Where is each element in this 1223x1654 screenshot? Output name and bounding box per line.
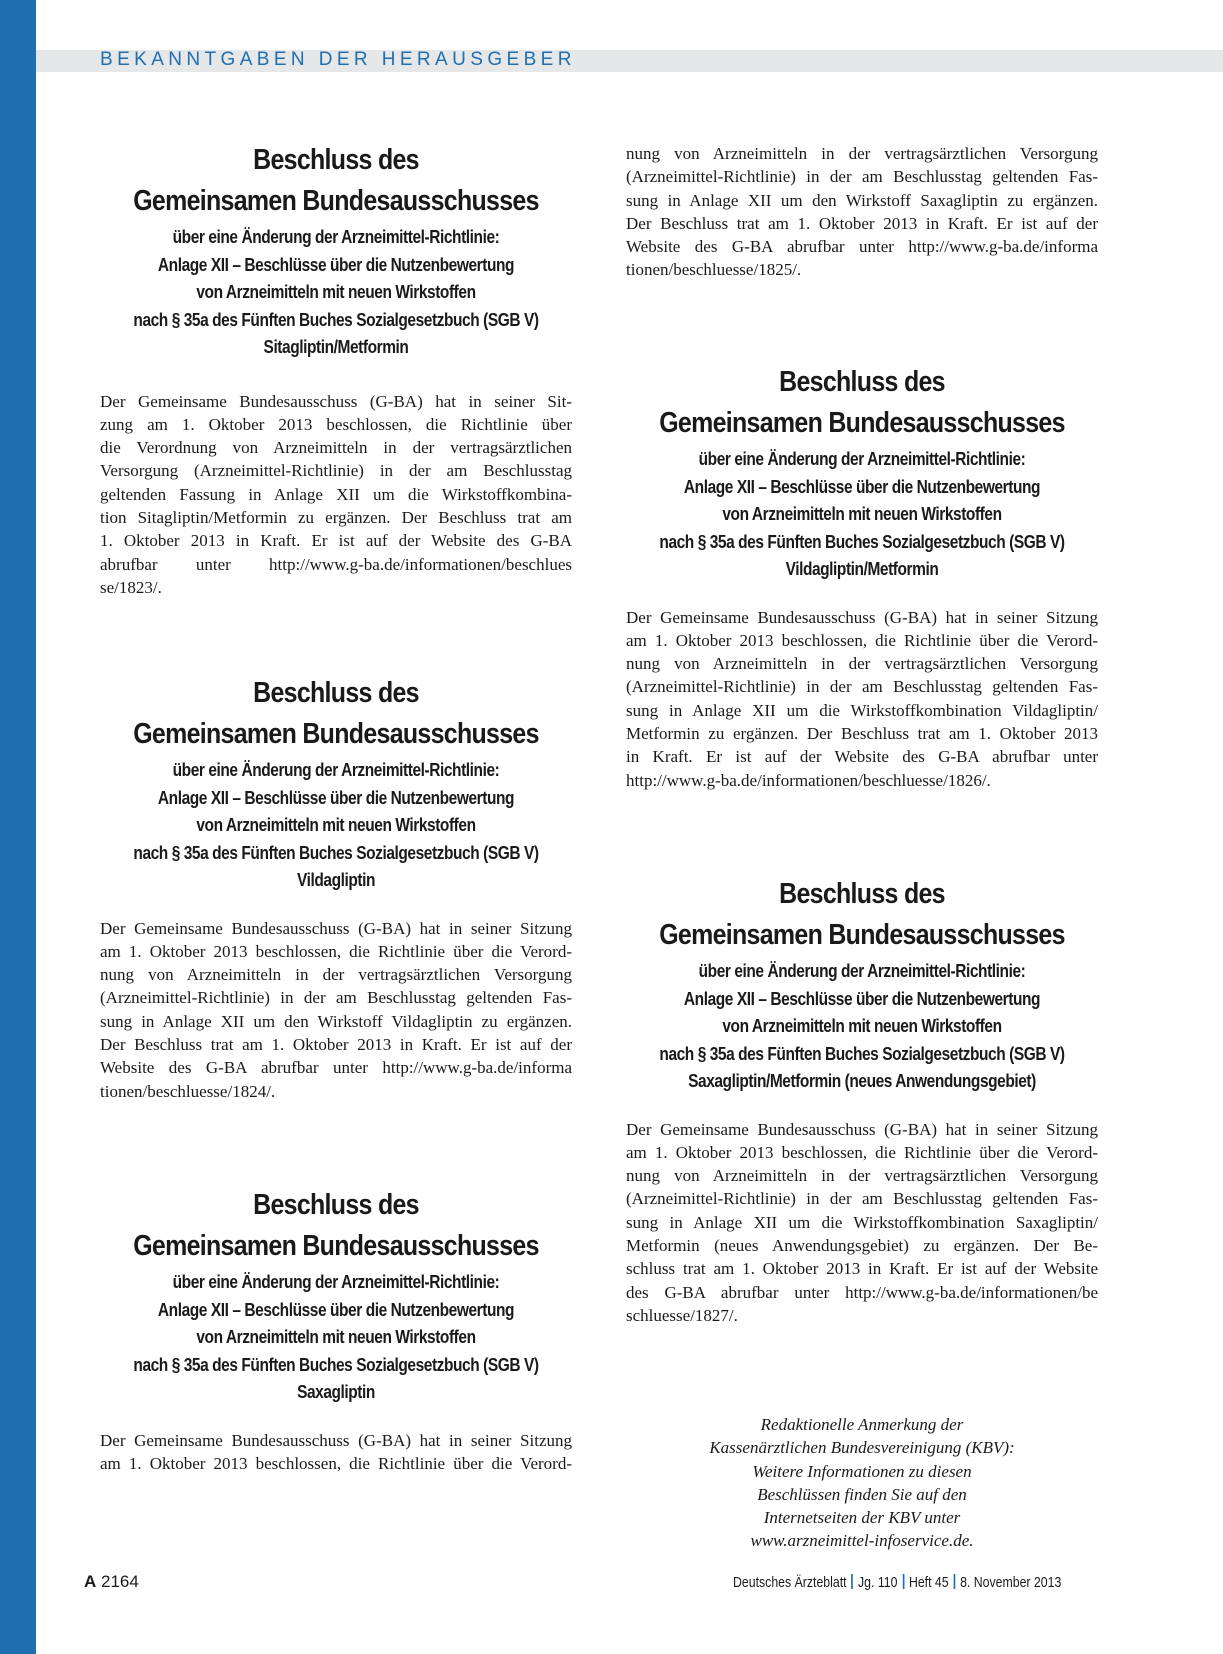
body-line: nung von Arzneimitteln in der vertragsärztlichen Versorgung bbox=[100, 965, 572, 985]
subtitle-line: nach § 35a des Fünften Buches Sozialgesetzbuch (SGB V) bbox=[133, 1354, 539, 1375]
title-line-1: Beschluss des bbox=[253, 677, 419, 709]
subtitle-line: Anlage XII – Beschlüsse über die Nutzenbewertung bbox=[157, 1299, 515, 1320]
subtitle-line: über eine Änderung der Arzneimittel-Richtlinie: bbox=[698, 449, 1026, 469]
resolution-saxagliptin-metformin bbox=[626, 874, 1098, 1327]
resolution-subtitle bbox=[133, 224, 539, 362]
subtitle-line: nach § 35a des Fünften Buches Sozialgesetzbuch (SGB V) bbox=[659, 531, 1065, 552]
body-line: sung in Anlage XII um den Wirkstoff Vildagliptin zu ergänzen. bbox=[100, 1011, 572, 1031]
separator bbox=[953, 1574, 955, 1589]
journal-name: Deutsches Ärzteblatt bbox=[732, 1574, 847, 1591]
resolution-title bbox=[659, 874, 1065, 956]
body-line: (Arzneimittel-Richtlinie) in der am Beschlusstag geltenden Fas- bbox=[626, 677, 1098, 697]
subtitle-line: von Arzneimitteln mit neuen Wirkstoffen bbox=[196, 815, 476, 835]
body-line: Der Gemeinsame Bundesausschuss (G-BA) hat in seiner Sitzung bbox=[100, 1430, 572, 1450]
body-line: Der Beschluss trat am 1. Oktober 2013 in Kraft. Er ist auf der bbox=[626, 213, 1098, 233]
body-line: nung von Arzneimitteln in der vertragsärztlichen Versorgung bbox=[626, 144, 1098, 163]
substance-name: Saxagliptin bbox=[297, 1382, 375, 1402]
resolution-subtitle bbox=[659, 958, 1065, 1096]
note-line: Kassenärztlichen Bundesvereinigung (KBV): bbox=[709, 1438, 1015, 1458]
body-line: sung in Anlage XII um die Wirkstoffkombination Vildagliptin/ bbox=[626, 700, 1098, 720]
body-line: sung in Anlage XII um den Wirkstoff Saxagliptin zu ergänzen. bbox=[626, 190, 1098, 210]
resolution-body bbox=[100, 1429, 572, 1476]
body-line: nung von Arzneimitteln in der vertragsärztlichen Versorgung bbox=[626, 1166, 1098, 1186]
body-line: (Arzneimittel-Richtlinie) in der am Beschlusstag geltenden Fas- bbox=[626, 1189, 1098, 1209]
resolution-title bbox=[659, 362, 1065, 444]
body-line: Der Gemeinsame Bundesausschuss (G-BA) hat in seiner Sit- bbox=[100, 391, 572, 411]
resolution-vildagliptin-metformin bbox=[626, 362, 1098, 792]
editorial-note bbox=[626, 1413, 1098, 1553]
separator bbox=[851, 1574, 853, 1589]
substance-name: Saxagliptin/Metformin (neues Anwendungsgebiet) bbox=[688, 1071, 1036, 1091]
journal-issue: Heft 45 bbox=[908, 1574, 949, 1591]
body-line: http://www.g-ba.de/informationen/beschluesse/1826/. bbox=[626, 770, 991, 790]
resolution-subtitle bbox=[133, 757, 539, 895]
body-line: tion Sitagliptin/Metformin zu ergänzen. Der Beschluss trat am bbox=[100, 507, 572, 527]
body-line: schluss trat am 1. Oktober 2013 in Kraft. Er ist auf der Website bbox=[626, 1259, 1098, 1279]
subtitle-line: von Arzneimitteln mit neuen Wirkstoffen bbox=[196, 282, 476, 302]
subtitle-line: von Arzneimitteln mit neuen Wirkstoffen bbox=[722, 1016, 1002, 1036]
journal-date: 8. November 2013 bbox=[959, 1574, 1061, 1591]
resolution-subtitle bbox=[659, 446, 1065, 584]
body-line: (Arzneimittel-Richtlinie) in der am Beschlusstag geltenden Fas- bbox=[626, 167, 1098, 187]
subtitle-line: über eine Änderung der Arzneimittel-Richtlinie: bbox=[172, 227, 500, 247]
body-line: die Verordnung von Arzneimitteln in der vertragsärztlichen bbox=[100, 438, 572, 458]
subtitle-line: über eine Änderung der Arzneimittel-Richtlinie: bbox=[172, 1272, 500, 1292]
resolution-body bbox=[626, 142, 1098, 282]
note-link[interactable]: www.arzneimittel-infoservice.de. bbox=[750, 1531, 974, 1551]
body-line: tionen/beschluesse/1824/. bbox=[100, 1081, 276, 1101]
subtitle-line: Anlage XII – Beschlüsse über die Nutzenbewertung bbox=[683, 988, 1041, 1009]
subtitle-line: Anlage XII – Beschlüsse über die Nutzenbewertung bbox=[157, 787, 515, 808]
body-line: se/1823/. bbox=[100, 577, 162, 597]
subtitle-line: von Arzneimitteln mit neuen Wirkstoffen bbox=[722, 504, 1002, 524]
resolution-body bbox=[100, 917, 572, 1103]
subtitle-line: nach § 35a des Fünften Buches Sozialgesetzbuch (SGB V) bbox=[133, 842, 539, 863]
body-line: Der Gemeinsame Bundesausschuss (G-BA) hat in seiner Sitzung bbox=[626, 607, 1098, 627]
body-line: am 1. Oktober 2013 beschlossen, die Richtlinie über die Verord- bbox=[100, 941, 572, 961]
body-line: nung von Arzneimitteln in der vertragsärztlichen Versorgung bbox=[626, 654, 1098, 674]
substance-name: Vildagliptin bbox=[297, 870, 375, 890]
title-line-2: Gemeinsamen Bundesausschusses bbox=[133, 185, 539, 217]
title-line-2: Gemeinsamen Bundesausschusses bbox=[659, 919, 1065, 951]
body-line: in Kraft. Er ist auf der Website des G-BA abrufbar unter bbox=[626, 747, 1098, 767]
section-label: BEKANNTGABEN DER HERAUSGEBER bbox=[100, 49, 576, 70]
subtitle-line: Anlage XII – Beschlüsse über die Nutzenbewertung bbox=[157, 254, 515, 275]
body-line: geltenden Fassung in Anlage XII um die Wirkstoffkombina- bbox=[100, 484, 572, 504]
body-line: am 1. Oktober 2013 beschlossen, die Richtlinie über die Verord- bbox=[626, 630, 1098, 650]
resolution-title bbox=[133, 140, 539, 222]
title-line-1: Beschluss des bbox=[253, 144, 419, 176]
body-line: (Arzneimittel-Richtlinie) in der am Beschlusstag geltenden Fas- bbox=[100, 988, 572, 1008]
subtitle-line: über eine Änderung der Arzneimittel-Richtlinie: bbox=[698, 961, 1026, 981]
body-line: Website des G-BA abrufbar unter http://www.g-ba.de/informa bbox=[626, 237, 1098, 257]
body-line: 1. Oktober 2013 in Kraft. Er ist auf der Website des G-BA bbox=[100, 531, 572, 551]
body-line: zung am 1. Oktober 2013 beschlossen, die Richtlinie über bbox=[100, 414, 572, 434]
subtitle-line: Anlage XII – Beschlüsse über die Nutzenbewertung bbox=[683, 476, 1041, 497]
subtitle-line: nach § 35a des Fünften Buches Sozialgesetzbuch (SGB V) bbox=[133, 309, 539, 330]
resolution-saxagliptin bbox=[100, 1185, 572, 1475]
journal-footer bbox=[733, 1573, 1061, 1593]
note-line: Beschlüssen finden Sie auf den bbox=[757, 1484, 967, 1504]
resolution-title bbox=[133, 673, 539, 755]
title-line-1: Beschluss des bbox=[253, 1189, 419, 1221]
body-line: Der Gemeinsame Bundesausschuss (G-BA) hat in seiner Sitzung bbox=[100, 918, 572, 938]
body-line: tionen/beschluesse/1825/. bbox=[626, 260, 802, 280]
resolution-subtitle bbox=[133, 1269, 539, 1407]
note-line: Internetseiten der KBV unter bbox=[763, 1508, 961, 1528]
note-line: Weitere Informationen zu diesen bbox=[752, 1461, 972, 1481]
title-line-2: Gemeinsamen Bundesausschusses bbox=[133, 718, 539, 750]
resolution-body bbox=[100, 390, 572, 600]
body-line: Der Gemeinsame Bundesausschuss (G-BA) hat in seiner Sitzung bbox=[626, 1119, 1098, 1139]
body-line: am 1. Oktober 2013 beschlossen, die Richtlinie über die Verord- bbox=[100, 1453, 572, 1473]
body-line: abrufbar unter http://www.g-ba.de/informationen/beschlues bbox=[100, 554, 572, 574]
body-line: sung in Anlage XII um die Wirkstoffkombination Saxagliptin/ bbox=[626, 1212, 1098, 1232]
subtitle-line: nach § 35a des Fünften Buches Sozialgesetzbuch (SGB V) bbox=[659, 1043, 1065, 1064]
subtitle-line: von Arzneimitteln mit neuen Wirkstoffen bbox=[196, 1327, 476, 1347]
resolution-sitagliptin-metformin bbox=[100, 140, 572, 599]
resolution-saxagliptin-continued bbox=[626, 142, 1098, 282]
body-line: Metformin zu ergänzen. Der Beschluss trat am 1. Oktober 2013 bbox=[626, 723, 1098, 743]
body-line: des G-BA abrufbar unter http://www.g-ba.de/informationen/be bbox=[626, 1282, 1098, 1302]
title-line-2: Gemeinsamen Bundesausschusses bbox=[133, 1230, 539, 1262]
journal-volume: Jg. 110 bbox=[857, 1574, 898, 1591]
resolution-body bbox=[626, 1118, 1098, 1328]
resolution-body bbox=[626, 606, 1098, 792]
substance-name: Vildagliptin/Metformin bbox=[785, 559, 939, 579]
substance-name: Sitagliptin/Metformin bbox=[263, 337, 409, 357]
separator bbox=[902, 1574, 904, 1589]
resolution-vildagliptin bbox=[100, 673, 572, 1103]
page-number bbox=[84, 1571, 139, 1593]
body-line: Der Beschluss trat am 1. Oktober 2013 in Kraft. Er ist auf der bbox=[100, 1034, 572, 1054]
body-line: Website des G-BA abrufbar unter http://www.g-ba.de/informa bbox=[100, 1058, 572, 1078]
body-line: am 1. Oktober 2013 beschlossen, die Richtlinie über die Verord- bbox=[626, 1142, 1098, 1162]
page-prefix: A bbox=[84, 1572, 97, 1591]
left-accent-stripe bbox=[0, 0, 36, 1654]
title-line-1: Beschluss des bbox=[779, 878, 945, 910]
title-line-2: Gemeinsamen Bundesausschusses bbox=[659, 407, 1065, 439]
note-line: Redaktionelle Anmerkung der bbox=[760, 1415, 964, 1434]
body-line: schluesse/1827/. bbox=[626, 1305, 738, 1325]
resolution-title bbox=[133, 1185, 539, 1267]
body-line: Metformin (neues Anwendungsgebiet) zu ergänzen. Der Be- bbox=[626, 1235, 1098, 1255]
subtitle-line: über eine Änderung der Arzneimittel-Richtlinie: bbox=[172, 760, 500, 780]
body-line: Versorgung (Arzneimittel-Richtlinie) in der am Beschlusstag bbox=[100, 461, 572, 481]
page-number-value: 2164 bbox=[101, 1572, 139, 1591]
title-line-1: Beschluss des bbox=[779, 366, 945, 398]
